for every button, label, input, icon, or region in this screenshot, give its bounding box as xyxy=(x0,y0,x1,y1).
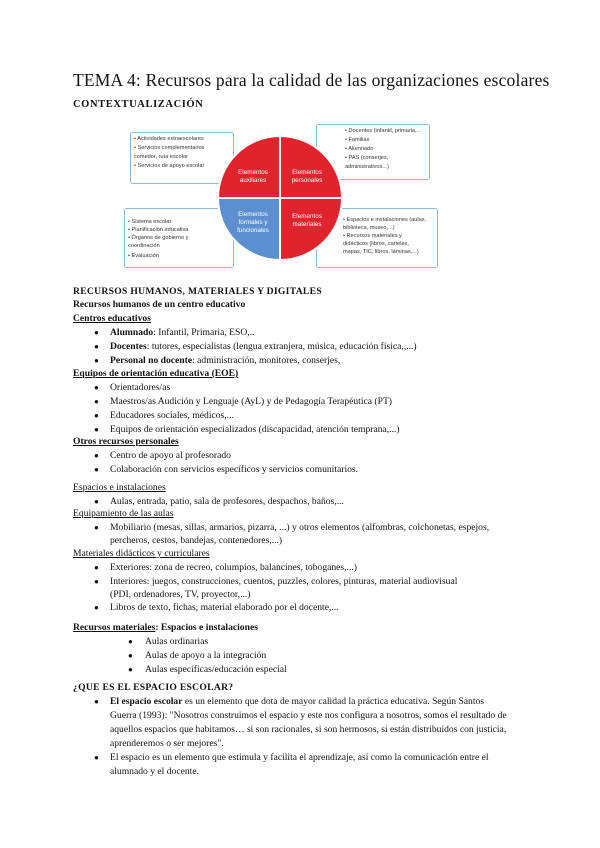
quadrant-label: auxiliares xyxy=(239,177,267,184)
quadrant-material xyxy=(280,198,342,260)
box-line: • Evaluación xyxy=(128,253,159,259)
espacios-heading: Espacios e instalaciones xyxy=(73,482,166,493)
quadrant-label: Elementos xyxy=(238,211,268,218)
centros-heading: Centros educativos xyxy=(73,313,151,324)
rh-heading: Recursos humanos de un centro educativo xyxy=(73,299,246,310)
quadrant-circle xyxy=(120,124,440,272)
list-item-continuation: (PDI, ordenadores, TV, proyector,...) xyxy=(110,589,251,600)
equipamiento-heading: Equipamiento de las aulas xyxy=(73,508,174,519)
box-line: • PAS (conserjes, xyxy=(345,155,389,161)
quadrant-label: Elementos xyxy=(238,169,268,176)
bullet-icon: ● xyxy=(94,697,99,706)
list-item: Aulas específicas/educación especial xyxy=(145,664,287,675)
page-title: TEMA 4: Recursos para la calidad de las organizaciones escolares xyxy=(73,70,550,90)
box-line: • Servicios complementarios xyxy=(134,145,205,151)
otros-heading: Otros recursos personales xyxy=(73,436,179,447)
list-item: Docentes: tutores, especialistas (lengua extranjera, música, educación física,,...) xyxy=(110,341,417,352)
question-heading: ¿QUE ES EL ESPACIO ESCOLAR? xyxy=(73,682,234,693)
list-item: Alumnado: Infantil, Primaria, ESO,.. xyxy=(110,327,255,338)
list-item: Maestros/as Audición y Lenguaje (AyL) y de Pedagogía Terapéutica (PT) xyxy=(110,396,392,407)
list-item: Aulas, entrada, patio, sala de profesores, despachos, baños,... xyxy=(110,496,344,507)
bullet-icon: ● xyxy=(94,425,99,434)
box-line: • Actividades extraescolares xyxy=(134,136,204,142)
box-line: administrativos...) xyxy=(345,164,389,170)
box-line: • Familias xyxy=(345,137,370,143)
paragraph-line: El espacio escolar es un elemento que dota de mayor calidad la práctica educativa. Según Santos xyxy=(110,696,485,707)
bullet-icon: ● xyxy=(94,753,99,762)
paragraph-line: aquellos espacios que habitamos… si son racionales, si son hermosos, si están distribuidos con justicia, xyxy=(110,724,507,735)
bullet-icon: ● xyxy=(94,523,99,532)
bullet-icon: ● xyxy=(128,637,133,646)
paragraph-line: aprenderemos o ser mejores". xyxy=(110,738,224,749)
quadrant-personal xyxy=(280,136,342,198)
box-line: biblioteca, museo,...) xyxy=(343,225,395,231)
bullet-icon: ● xyxy=(94,383,99,392)
bullet-icon: ● xyxy=(94,356,99,365)
materiales-heading: Materiales didácticos y curriculares xyxy=(73,548,210,559)
box-line: • Sistema escolar xyxy=(128,219,172,225)
list-item: Orientadores/as xyxy=(110,382,171,393)
quadrant-label: formales y xyxy=(238,219,268,226)
paragraph-line: Guerra (1993): "Nosotros construimos el espacio y este nos configura a nosotros, somos el resultado de xyxy=(110,710,507,721)
list-item: Equipos de orientación especializados (discapacidad, atención temprana,...) xyxy=(110,424,400,435)
box-line: mapas, TIC, libros, láminas,...) xyxy=(343,249,419,255)
quadrant-label: personales xyxy=(291,177,323,184)
bullet-icon: ● xyxy=(94,411,99,420)
quadrant-auxiliary xyxy=(218,136,280,198)
box-line: • Órganos de gobierno y xyxy=(128,235,189,241)
box-line: coordinación xyxy=(128,243,160,249)
box-line: • Servicios de apoyo escolar xyxy=(134,163,205,169)
quadrant-label: Elementos xyxy=(292,213,322,220)
list-item: Exteriores: zona de recreo, columpios, balancines, toboganes,...) xyxy=(110,562,357,573)
bullet-icon: ● xyxy=(94,603,99,612)
box-line: • Alumnado xyxy=(345,146,374,152)
resources-diagram xyxy=(120,124,440,272)
recursos-materiales-heading: Recursos materiales: Espacios e instalaciones xyxy=(73,622,258,633)
box-line: • Recursos materiales y xyxy=(343,233,402,239)
section-heading-resources: RECURSOS HUMANOS, MATERIALES Y DIGITALES xyxy=(73,286,322,297)
box-line: • Planificación educativa xyxy=(128,227,189,233)
bullet-icon: ● xyxy=(94,465,99,474)
bullet-icon: ● xyxy=(94,451,99,460)
bullet-icon: ● xyxy=(94,577,99,586)
list-item-continuation: percheros, cestos, bandejas, contenedores,...) xyxy=(110,535,283,546)
box-line: • Docentes (infantil, primaria,... xyxy=(345,128,422,134)
bullet-icon: ● xyxy=(128,665,133,674)
box-line: comedor, ruta escolar xyxy=(134,154,188,160)
bullet-icon: ● xyxy=(94,563,99,572)
list-item: Centro de apoyo al profesorado xyxy=(110,450,231,461)
list-item: Libros de texto, fichas, material elaborado por el docente,... xyxy=(110,602,339,613)
list-item: Aulas ordinarias xyxy=(145,636,209,647)
list-item: Personal no docente: administración, monitores, conserjes, xyxy=(110,355,341,366)
list-item: Aulas de apoyo a la integración xyxy=(145,650,267,661)
list-item: Colaboración con servicios específicos y servicios comunitarios. xyxy=(110,464,359,475)
list-item: Mobiliario (mesas, sillas, armarios, pizarra, ...) y otros elementos (alfombras, colchonetas, espejos, xyxy=(110,522,490,533)
quadrant-label: materiales xyxy=(292,221,322,228)
bullet-icon: ● xyxy=(94,397,99,406)
bullet-icon: ● xyxy=(94,328,99,337)
paragraph-line: alumnado y el docente. xyxy=(110,766,199,777)
eoe-heading: Equipos de orientación educativa (EOE) xyxy=(73,368,239,379)
box-line: didácticos (libros, carteles, xyxy=(343,241,409,247)
bullet-icon: ● xyxy=(94,342,99,351)
list-item: Educadores sociales, médicos,... xyxy=(110,410,234,421)
list-item: Interiores: juegos, construcciones, cuentos, puzzles, colores, pinturas, material audiovisual xyxy=(110,576,458,587)
bullet-icon: ● xyxy=(94,497,99,506)
quadrant-label: Elementos xyxy=(292,169,322,176)
paragraph-line: El espacio es un elemento que estimula y facilita el aprendizaje, así como la comunicación entre el xyxy=(110,752,489,763)
box-line: • Espacios e instalaciones (aulas, xyxy=(343,217,427,223)
bullet-icon: ● xyxy=(128,651,133,660)
section-heading-context: CONTEXTUALIZACIÓN xyxy=(73,99,204,110)
quadrant-label: funcionales xyxy=(237,227,269,234)
